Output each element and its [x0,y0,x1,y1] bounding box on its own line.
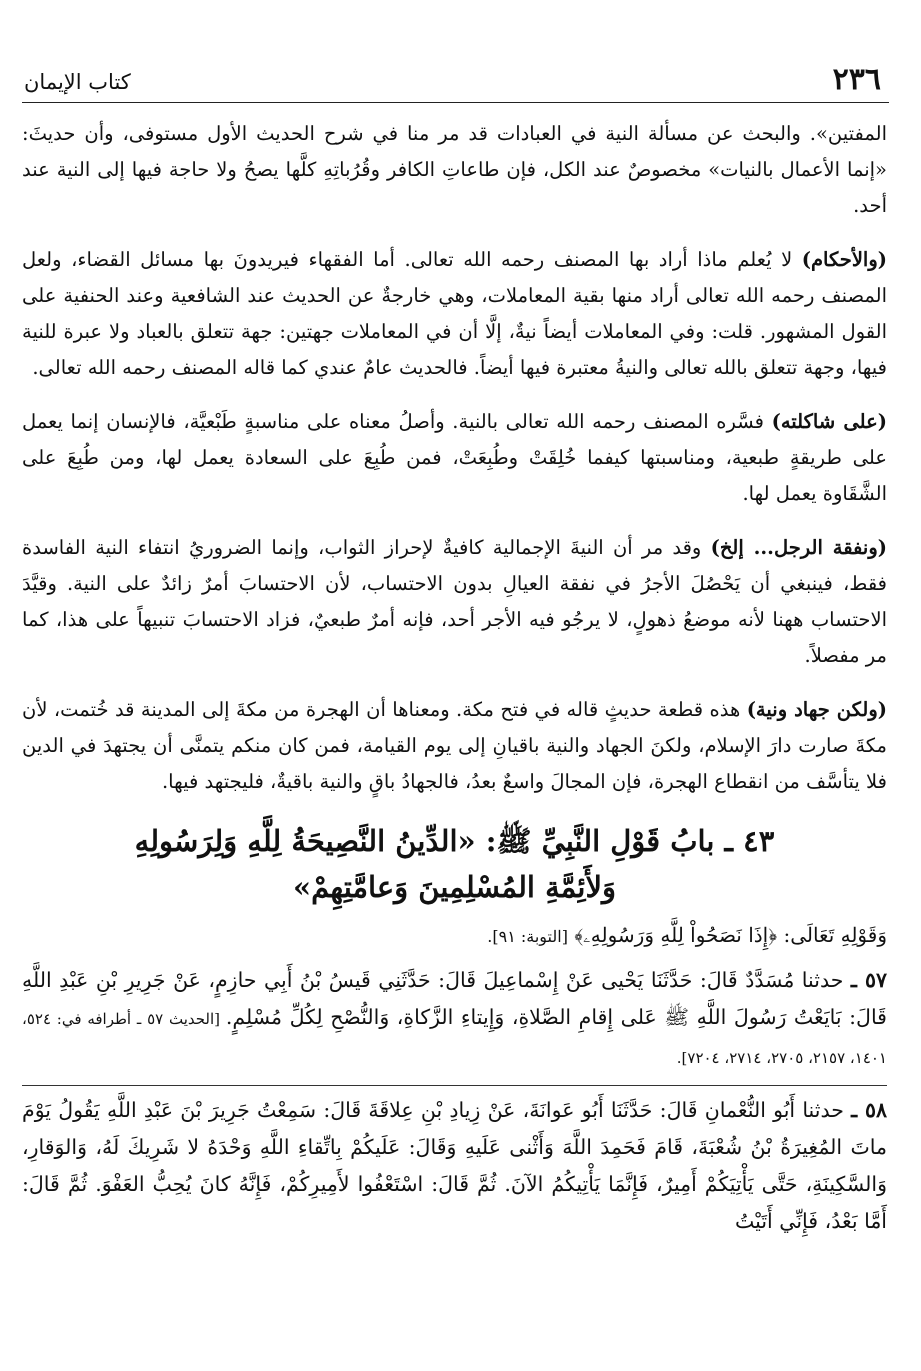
chapter-heading-line: وَلأَئِمَّةِ المُسْلِمِينَ وَعامَّتِهِمْ» [292,870,617,904]
paragraph-text: فسَّره المصنف رحمه الله تعالى بالنية. وأصلُ معناه على مناسبةٍ طَبْعيَّة، فالإنسان إنما يعمل على طريقةٍ طبعية، ومناسبتها كيفما خُلِقَتْ وطُبِعَتْ، فمن طُبِعَ على السعادة يعمل لها، ومن طُبِعَ على الشَّقَاوة يعمل لها. [22,410,887,505]
commentary-paragraph [22,242,887,386]
hadith-text: حدثنا مُسَدَّدٌ قَالَ: حَدَّثَنَا يَحْيى عَنْ إِسْماعِيلَ قَالَ: حَدَّثَنِي قَيسُ بْنُ أَبِي حازِمٍ، عَنْ جَرِيرِ بْنِ عَبْدِ اللَّهِ قَالَ: بَايَعْتُ رَسُولَ اللَّهِ ﷺ عَلى إِقامِ الصَّلاةِ، وَإِيتاءِ الزَّكاةِ، وَالنُّصْحِ لِكُلِّ مُسْلِمٍ. [22,968,887,1029]
quran-verse [22,916,887,956]
paragraph-lead: (ولكن جهاد ونية) [746,698,888,721]
book-title: كتاب الإيمان [24,70,131,94]
paragraph-text: وقد مر أن النيةَ الإجمالية كافيةٌ لإحراز الثواب، وإنما الضروريُ انتفاء النية الفاسدة فقط، فينبغي أن يَحْصُلَ الأجرُ في نفقة العيالِ بدون الاحتساب، لأن الاحتسابَ أمرٌ زائدٌ على النية. وقيَّدَ الاحتساب ههنا لأنه موضعُ ذهولٍ، لا يرجُو فيه الأجر أحد، فإنه أمرٌ طبعيٌ، فزاد الاحتسابَ تنبيهاً على هذا، كما مر مفصلاً. [22,536,887,667]
hadith-cross-references: [الحديث ٥٧ ـ أطرافه في: ٥٢٤، ١٤٠١، ٢١٥٧، ٢٧٠٥، ٢٧١٤، ٧٢٠٤]. [22,1010,887,1067]
paragraph-lead: (ونفقة الرجل... إلخ) [710,536,887,559]
hadith-number: ٥٨ ـ [851,1098,887,1122]
paragraph-text: هذه قطعة حديثٍ قاله في فتح مكة. ومعناها أن الهجرة من مكةَ إلى المدينة قد خُتمت، لأن مكةَ صارت دارَ الإسلام، ولكنَ الجهاد والنية باقيانِ إلى يوم القيامة، فمن كان منكم يتمنَّى أن يجتهدَ في الدين فلا يتأسَّف من انقطاع الهجرة، فإن المجالَ واسعٌ بعدُ، فالجهادُ باقٍ والنية باقيةٌ، فليجتهد فيها. [22,698,887,793]
paragraph-text: المفتين». والبحث عن مسألة النية في العبادات قد مر منا في شرح الحديث الأول مستوفى، وأن حديثَ: «إنما الأعمال بالنيات» مخصوصٌ عند الكل، فإن طاعاتِ الكافر وقُرُباتِهِ كلَّها يصحُ ولا حاجة فيها إلى النية عند أحد. [22,122,887,217]
paragraph-lead: (والأحكام) [801,248,887,271]
running-header [22,58,889,103]
hadith-text: حدثنا أَبُو النُّعْمانِ قَالَ: حَدَّثَنَا أَبُو عَوانَةَ، عَنْ زِيادِ بْنِ عِلاقَةَ قَالَ: سَمِعْتُ جَرِيرَ بْنَ عَبْدِ اللَّهِ يَقُولُ يَوْمَ ماتَ المُغِيرَةُ بْنُ شُعْبَةَ، قَامَ فَحَمِدَ اللَّهَ وَأَثْنى عَلَيهِ وَقَالَ: عَلَيكُمْ بِاتِّقاءِ اللَّهِ وَحْدَهُ لا شَرِيكَ لَهُ، وَالوَقارِ، وَالسَّكِينَةِ، حَتَّى يَأْتِيَكُمْ أَمِيرٌ، فَإِنَّمَا يَأْتِيكُمُ الآنَ. ثُمَّ قَالَ: اسْتَعْفُوا لأَمِيرِكُمْ، فَإِنَّهُ كانَ يُحِبُّ العَفْوَ. ثُمَّ قَالَ: أَمَّا بَعْدُ، فَإِنِّي أَتَيْتُ [22,1098,887,1233]
page-number: ٢٣٦ [832,62,881,97]
hadith-57 [22,962,887,1077]
commentary-paragraph [22,404,887,512]
commentary-paragraph [22,692,887,800]
verse-reference: [التوبة: ٩١]. [487,927,568,946]
commentary-paragraph [22,530,887,674]
hadith-number: ٥٧ ـ [850,968,887,992]
hadith-58 [22,1092,887,1240]
paragraph-lead: (على شاكلته) [771,410,887,433]
chapter-heading-line: ٤٣ ـ بابُ قَوْلِ النَّبِيِّ ﷺ: «الدِّينُ النَّصِيحَةُ لِلَّهِ وَلِرَسُولِهِ [134,824,775,858]
verse-text: وَقَوْلِهِ تَعَالَى: ﴿إِذَا نَصَحُواْ لِلَّهِ وَرَسُولِهِۦ﴾ [574,923,887,947]
commentary-paragraph [22,116,887,224]
chapter-heading [22,818,887,910]
page-body [22,116,887,1240]
divider [22,1085,887,1086]
paragraph-text: لا يُعلم ماذا أراد بها المصنف رحمه الله تعالى. أما الفقهاء فيريدونَ بها مسائل القضاء، ولعل المصنف رحمه الله تعالى أراد منها بقية المعاملات، وهي خارجةٌ عن الحديث عند الشافعية وعند الحنفية على القول المشهور. قلت: وفي المعاملات أيضاً نيةٌ، إلَّا أن في المعاملات جهتين: جهة تتعلق بالعباد ولا عبرة للنية فيها، وجهة تتعلق بالله تعالى والنيةُ معتبرة فيها أيضاً. فالحديث عامٌ عندي كما قاله المصنف رحمه الله تعالى. [22,248,887,379]
